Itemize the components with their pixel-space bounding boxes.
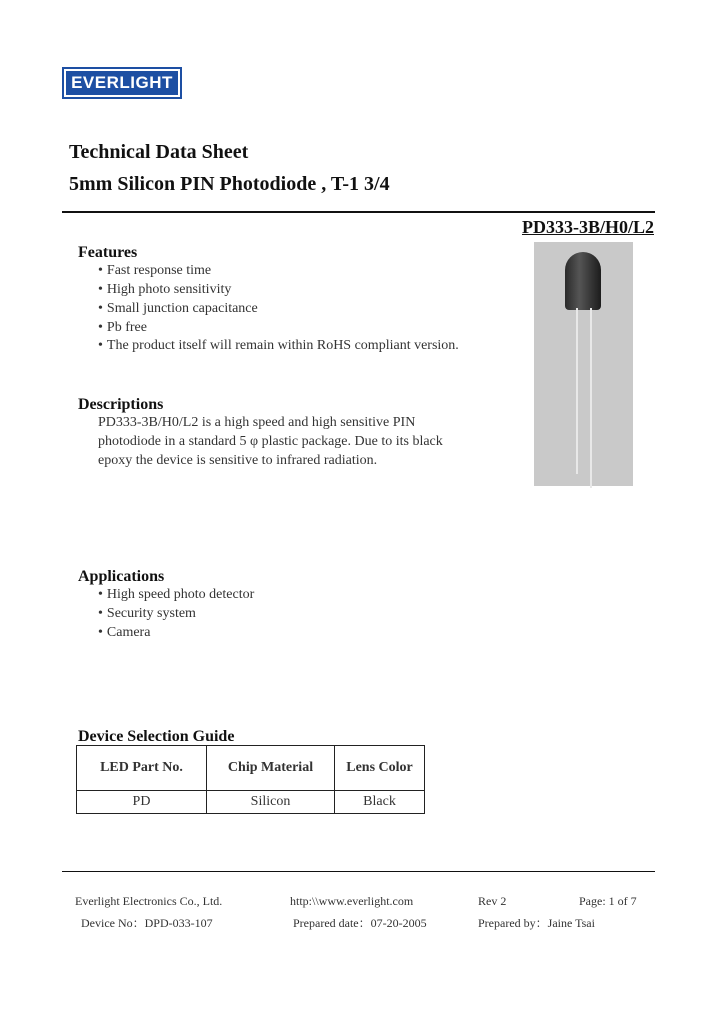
lead-right (590, 308, 592, 488)
footer-url: http:\\www.everlight.com (290, 894, 414, 908)
device-selection-table (76, 745, 425, 814)
footer-rev: Rev 2 (478, 894, 507, 908)
selection-guide-heading: Device Selection Guide (78, 728, 235, 745)
lead-left (576, 308, 578, 474)
description-line: epoxy the device is sensitive to infrared radiation. (98, 453, 378, 468)
part-number: PD333-3B/H0/L2 (521, 217, 654, 237)
feature-item: • Fast response time (98, 263, 211, 279)
footer-page: Page: 1 of 7 (579, 894, 637, 908)
table-row (77, 791, 425, 814)
application-item: • High speed photo detector (98, 587, 254, 603)
feature-item: • Pb free (98, 320, 147, 336)
table-cell: Silicon (207, 791, 335, 814)
everlight-logo (62, 67, 182, 99)
col-header: Lens Color (335, 746, 425, 791)
application-item: • Camera (98, 625, 150, 641)
description-line: photodiode in a standard 5 φ plastic package. Due to its black (98, 434, 443, 449)
description-line: PD333-3B/H0/L2 is a high speed and high sensitive PIN (98, 415, 416, 430)
descriptions-heading: Descriptions (78, 396, 164, 413)
photodiode-lens (565, 252, 601, 310)
table-cell: PD (77, 791, 207, 814)
col-header: LED Part No. (77, 746, 207, 791)
applications-heading: Applications (78, 568, 165, 585)
description-text (98, 413, 498, 470)
table-cell: Black (335, 791, 425, 814)
features-heading: Features (78, 244, 138, 261)
header-divider (62, 211, 655, 213)
logo-text: EVERLIGHT (66, 71, 178, 95)
document-title: Technical Data Sheet (69, 141, 249, 163)
footer-company: Everlight Electronics Co., Ltd. (75, 894, 223, 908)
footer-prepared-by: Prepared by：Jaine Tsai (478, 916, 595, 930)
col-header: Chip Material (207, 746, 335, 791)
table-header-row (77, 746, 425, 791)
footer-divider (62, 871, 655, 872)
feature-item: • High photo sensitivity (98, 282, 231, 298)
footer-prepared-date: Prepared date：07-20-2005 (293, 916, 427, 930)
photodiode-photo (534, 242, 633, 486)
feature-item: • Small junction capacitance (98, 301, 258, 317)
application-item: • Security system (98, 606, 196, 622)
document-subtitle: 5mm Silicon PIN Photodiode , T-1 3/4 (69, 173, 390, 195)
feature-item: • The product itself will remain within RoHS compliant version. (98, 338, 459, 354)
footer-device-no: Device No：DPD-033-107 (81, 916, 213, 930)
